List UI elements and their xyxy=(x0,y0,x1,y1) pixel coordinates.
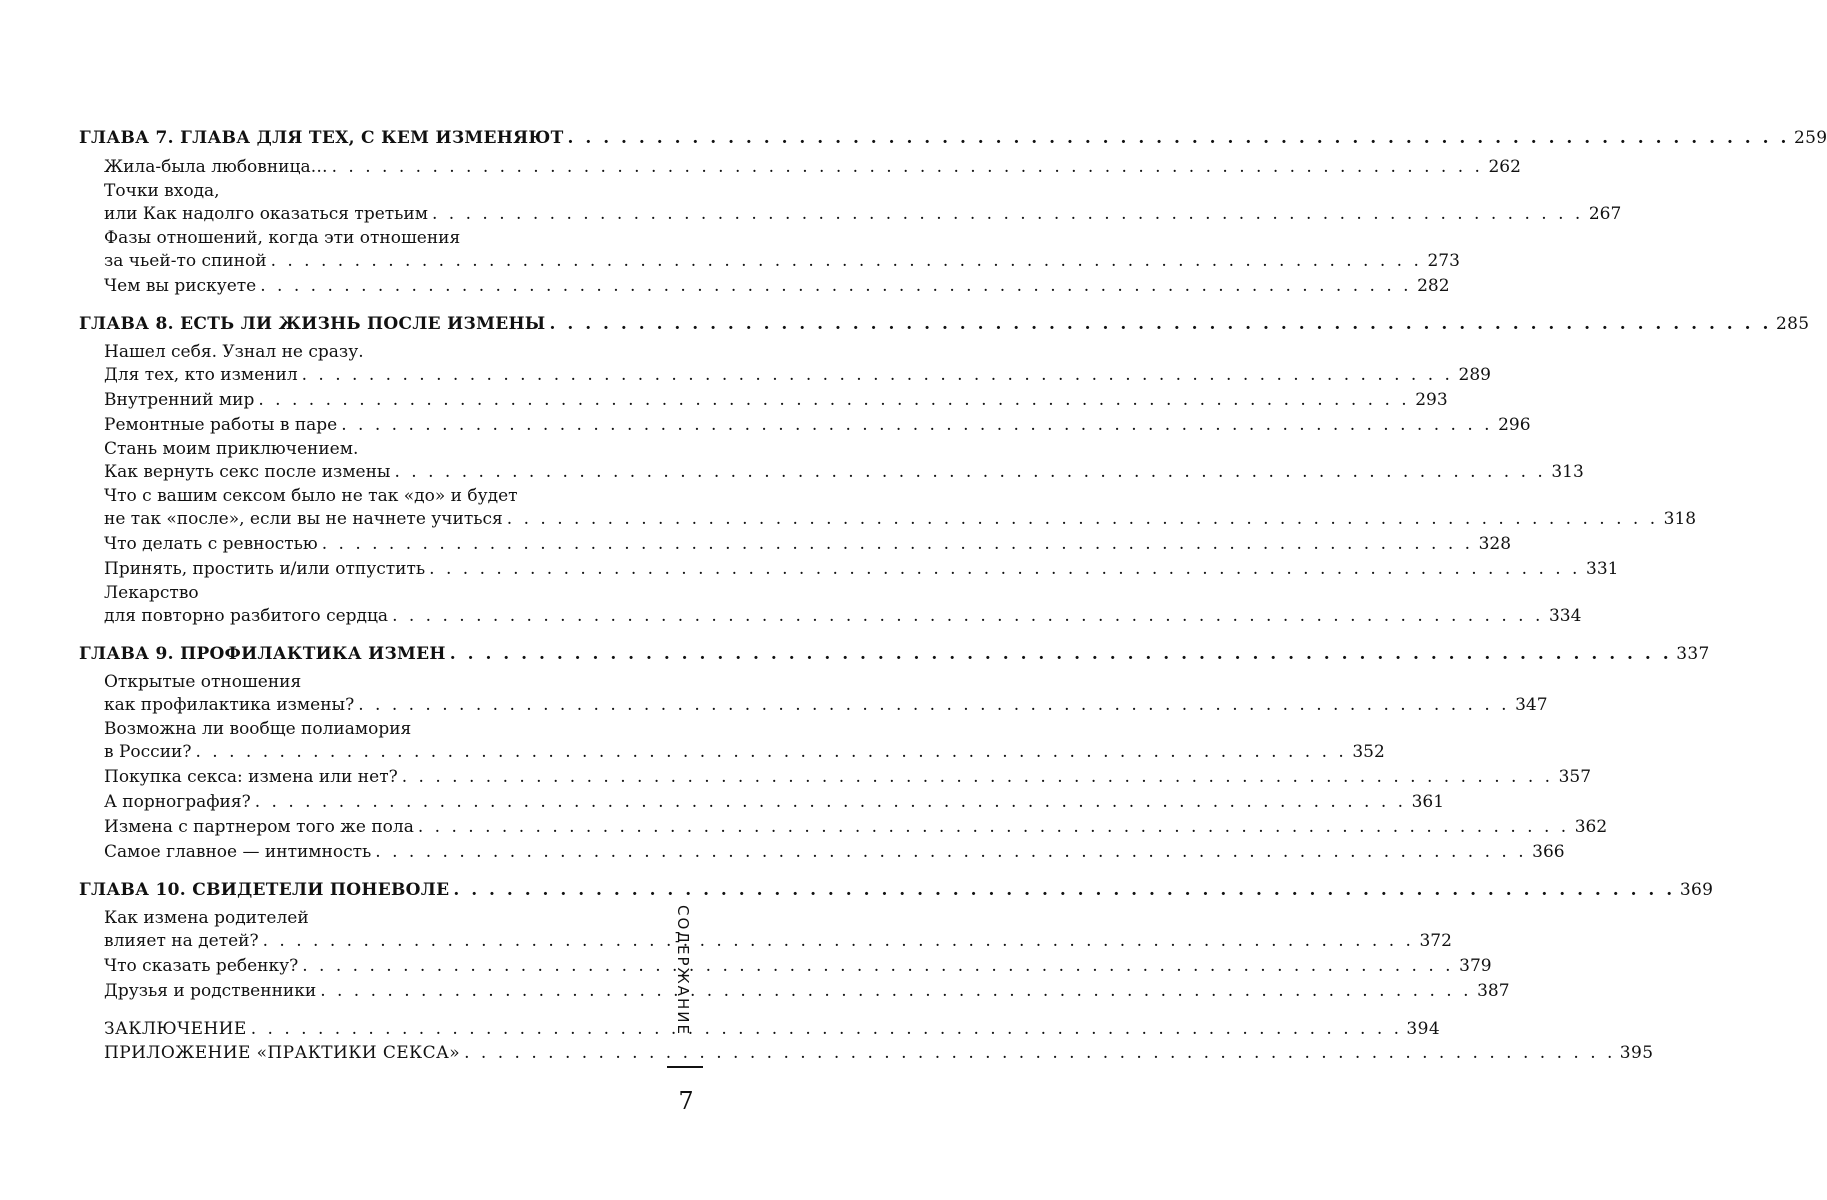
toc-entry-line[interactable] xyxy=(104,840,1565,864)
toc-entry[interactable] xyxy=(79,532,1512,556)
toc-entry-line-title: Самое главное — интимность xyxy=(104,842,372,862)
leader-dots: . . . . . . . . . . . . . . . . . . . . . . . . . . . . . . . . . . . . . . . . . . . . . . . . . . . . . . . . . . . . . . . . . . . . . xyxy=(401,767,1554,787)
toc-entry-first-line: Стань моим приключением. xyxy=(104,439,359,459)
toc-entry-line-title: влияет на детей? xyxy=(104,931,259,951)
chapter-heading[interactable] xyxy=(79,642,1710,666)
toc-entry-line[interactable] xyxy=(104,979,1510,1003)
leader-dots: . . . . . . . . . . . . . . . . . . . . . . . . . . . . . . . . . . . . . . . . . . . . . . . . . . . . . . . . . . . . . . . . . . . . . xyxy=(394,462,1546,482)
toc-entry-line-title: Жила-была любовница… xyxy=(104,157,328,177)
chapter-heading[interactable] xyxy=(79,878,1714,902)
toc-entry-line[interactable] xyxy=(104,532,1512,556)
toc-entry-first-line: Что с вашим сексом было не так «до» и будет xyxy=(104,486,518,506)
chapter-block xyxy=(79,312,1810,628)
toc-entry[interactable] xyxy=(79,180,1622,226)
toc-entry[interactable] xyxy=(79,718,1385,764)
toc-entry-line-title: Внутренний мир xyxy=(104,390,255,410)
back-matter-entry-title: ЗАКЛЮЧЕНИЕ xyxy=(104,1019,247,1039)
toc-entry-line-title: Что делать с ревностью xyxy=(104,534,318,554)
leader-dots: . . . . . . . . . . . . . . . . . . . . . . . . . . . . . . . . . . . . . . . . . . . . . . . . . . . . . . . . . . . . . . . . . . . . . xyxy=(260,276,1412,296)
chapter-heading[interactable] xyxy=(79,312,1810,336)
toc-entry[interactable] xyxy=(79,671,1548,717)
toc-entry-line-title: для повторно разбитого сердца xyxy=(104,606,389,626)
chapter-heading-page: 337 xyxy=(1676,644,1710,664)
toc-entry[interactable] xyxy=(79,227,1460,273)
toc-entry-line-title: или Как надолго оказаться третьим xyxy=(104,204,428,224)
toc-entry[interactable] xyxy=(79,341,1491,387)
chapter-block xyxy=(79,126,1827,298)
toc-entry[interactable] xyxy=(79,274,1450,298)
toc-entry-first-line: Фазы отношений, когда эти отношения xyxy=(104,228,461,248)
toc-entry[interactable] xyxy=(79,840,1565,864)
toc-entry-line-page: 313 xyxy=(1551,462,1584,482)
toc-entry-line[interactable] xyxy=(104,954,1492,978)
toc-entry[interactable] xyxy=(79,438,1584,484)
chapter-heading-page: 369 xyxy=(1679,880,1714,900)
leader-dots: . . . . . . . . . . . . . . . . . . . . . . . . . . . . . . . . . . . . . . . . . . . . . . . . . . . . . . . . . . . . . . . . . . . . . xyxy=(375,842,1527,862)
leader-dots: . . . . . . . . . . . . . . . . . . . . . . . . . . . . . . . . . . . . . . . . . . . . . . . . . . . . . . . . . . . . . . . . . . . . . xyxy=(270,251,1422,271)
toc-entry-line-page: 387 xyxy=(1477,981,1510,1001)
leader-dots: . . . . . . . . . . . . . . . . . . . . . . . . . . . . . . . . . . . . . . . . . . . . . . . . . . . . . . . . . . . . . . . . . . . . . xyxy=(302,956,1454,976)
toc-entry[interactable] xyxy=(79,979,1510,1003)
toc-entry-line[interactable] xyxy=(104,155,1521,179)
toc-entry-line-title: Как вернуть секс после измены xyxy=(104,462,391,482)
toc-entry-line-page: 361 xyxy=(1411,792,1445,812)
chapter-block xyxy=(79,642,1710,864)
running-head: СОДЕРЖАНИЕ xyxy=(674,905,692,1036)
back-matter-entry-title: ПРИЛОЖЕНИЕ «ПРАКТИКИ СЕКСА» xyxy=(104,1043,461,1063)
toc-entry-first-line: Возможна ли вообще полиамория xyxy=(104,719,412,739)
leader-dots: . . . . . . . . . . . . . . . . . . . . . . . . . . . . . . . . . . . . . . . . . . . . . . . . . . . . . . . . . . . . . . . . . . . . . xyxy=(254,792,1407,812)
leader-dots: . . . . . . . . . . . . . . . . . . . . . . . . . . . . . . . . . . . . . . . . . . . . . . . . . . . . . . . . . . . . . . . . . . . . . xyxy=(429,559,1581,579)
chapter-heading[interactable] xyxy=(79,126,1827,150)
toc-entry-line-title: не так «после», если вы не начнете учиться xyxy=(104,509,503,529)
toc-entry-line-page: 267 xyxy=(1588,204,1622,224)
leader-dots: . . . . . . . . . . . . . . . . . . . . . . . . . . . . . . . . . . . . . . . . . . . . . . . . . . . . . . . . . . . . . . . . . . . . . xyxy=(331,157,1483,177)
leader-dots: . . . . . . . . . . . . . . . . . . . . . . . . . . . . . . . . . . . . . . . . . . . . . . . . . . . . . . . . . . . . . . . . . . . . . xyxy=(321,534,1474,554)
toc-entry-line[interactable] xyxy=(104,460,1584,484)
toc-entry-line-page: 289 xyxy=(1458,365,1491,385)
toc-entry-line-page: 262 xyxy=(1488,157,1521,177)
toc-entry-line-page: 296 xyxy=(1498,415,1531,435)
chapter-heading-title: ГЛАВА 7. ГЛАВА ДЛЯ ТЕХ, С КЕМ ИЗМЕНЯЮТ xyxy=(79,128,564,148)
toc-entry[interactable] xyxy=(79,582,1582,628)
toc-entry-first-line: Лекарство xyxy=(104,583,199,603)
toc-entry-line-page: 273 xyxy=(1427,251,1460,271)
toc-entry-line[interactable] xyxy=(104,507,1697,531)
toc-entry-line-title: Покупка секса: измена или нет? xyxy=(104,767,398,787)
toc-entry-line[interactable] xyxy=(104,693,1548,717)
toc-entry[interactable] xyxy=(79,155,1521,179)
toc-entry-line-page: 331 xyxy=(1586,559,1619,579)
chapter-heading-page: 285 xyxy=(1776,314,1810,334)
running-head-rule xyxy=(667,1066,703,1068)
toc-entry-line-page: 379 xyxy=(1459,956,1492,976)
leader-dots: . . . . . . . . . . . . . . . . . . . . . . . . . . . . . . . . . . . . . . . . . . . . . . . . . . . . . . . . . . . . . . . . . . . . . xyxy=(341,415,1493,435)
toc-entry-line-title: Измена с партнером того же пола xyxy=(104,817,414,837)
toc-entry-line-title: Для тех, кто изменил xyxy=(104,365,298,385)
toc-entry-line-page: 334 xyxy=(1548,606,1582,626)
toc-entry-line-title: в России? xyxy=(104,742,192,762)
toc-entry-line[interactable] xyxy=(104,790,1445,814)
toc-entry-line[interactable] xyxy=(104,413,1531,437)
toc-entry-line-page: 366 xyxy=(1532,842,1565,862)
chapter-heading-title: ГЛАВА 9. ПРОФИЛАКТИКА ИЗМЕН xyxy=(79,644,446,664)
toc-entry-first-line: Как измена родителей xyxy=(104,908,309,928)
leader-dots: . . . . . . . . . . . . . . . . . . . . . . . . . . . . . . . . . . . . . . . . . . . . . . . . . . . . . . . . . . . . . . . . . . . . . xyxy=(449,644,1672,664)
toc-entry-line-page: 318 xyxy=(1663,509,1697,529)
leader-dots: . . . . . . . . . . . . . . . . . . . . . . . . . . . . . . . . . . . . . . . . . . . . . . . . . . . . . . . . . . . . . . . . . . . . . xyxy=(417,817,1570,837)
leader-dots: . . . . . . . . . . . . . . . . . . . . . . . . . . . . . . . . . . . . . . . . . . . . . . . . . . . . . . . . . . . . . . . . . . . . . xyxy=(453,880,1676,900)
leader-dots: . . . . . . . . . . . . . . . . . . . . . . . . . . . . . . . . . . . . . . . . . . . . . . . . . . . . . . . . . . . . . . . . . . . . . xyxy=(549,314,1772,334)
back-matter-entry[interactable] xyxy=(104,1017,1441,1041)
toc-entry-line[interactable] xyxy=(104,929,1452,953)
toc-entry-line-page: 282 xyxy=(1417,276,1450,296)
toc-entry-line-title: Друзья и родственники xyxy=(104,981,317,1001)
toc-entry-line-title: за чьей-то спиной xyxy=(104,251,267,271)
toc-entry-line-title: Чем вы рискуете xyxy=(104,276,257,296)
leader-dots: . . . . . . . . . . . . . . . . . . . . . . . . . . . . . . . . . . . . . . . . . . . . . . . . . . . . . . . . . . . . . . . . . . . . . xyxy=(464,1043,1616,1063)
leader-dots: . . . . . . . . . . . . . . . . . . . . . . . . . . . . . . . . . . . . . . . . . . . . . . . . . . . . . . . . . . . . . . . . . . . . . xyxy=(320,981,1472,1001)
toc-entry[interactable] xyxy=(79,413,1531,437)
page-number: 7 xyxy=(678,1087,694,1115)
back-matter xyxy=(79,1017,1654,1065)
leader-dots: . . . . . . . . . . . . . . . . . . . . . . . . . . . . . . . . . . . . . . . . . . . . . . . . . . . . . . . . . . . . . . . . . . . . . xyxy=(258,390,1410,410)
toc-entry[interactable] xyxy=(79,790,1445,814)
toc-entry-first-line: Точки входа, xyxy=(104,181,220,201)
toc-entry[interactable] xyxy=(79,557,1619,581)
back-matter-entry-page: 394 xyxy=(1406,1019,1441,1039)
leader-dots: . . . . . . . . . . . . . . . . . . . . . . . . . . . . . . . . . . . . . . . . . . . . . . . . . . . . . . . . . . . . . . . . . . . . . xyxy=(262,931,1414,951)
toc-entry-line-page: 347 xyxy=(1515,695,1548,715)
leader-dots: . . . . . . . . . . . . . . . . . . . . . . . . . . . . . . . . . . . . . . . . . . . . . . . . . . . . . . . . . . . . . . . . . . . . . xyxy=(431,204,1584,224)
chapter-heading-title: ГЛАВА 8. ЕСТЬ ЛИ ЖИЗНЬ ПОСЛЕ ИЗМЕНЫ xyxy=(79,314,546,334)
toc-entry-line-title: Принять, простить и/или отпустить xyxy=(104,559,426,579)
toc-entry-line-title: как профилактика измены? xyxy=(104,695,355,715)
toc-entry-line-page: 357 xyxy=(1558,767,1592,787)
toc-entry-line[interactable] xyxy=(104,740,1385,764)
toc-entry-line-page: 372 xyxy=(1419,931,1452,951)
toc-entry-line-title: Что сказать ребенку? xyxy=(104,956,299,976)
toc-entry-line-title: А порнография? xyxy=(104,792,251,812)
toc-entry[interactable] xyxy=(79,907,1452,953)
toc-entry-line-page: 293 xyxy=(1415,390,1448,410)
toc-entry-line[interactable] xyxy=(104,202,1622,226)
toc-entry-line[interactable] xyxy=(104,604,1582,628)
toc-entry-line[interactable] xyxy=(104,388,1448,412)
toc-entry-line[interactable] xyxy=(104,274,1450,298)
toc-entry-line[interactable] xyxy=(104,249,1460,273)
toc-entry-line[interactable] xyxy=(104,557,1619,581)
leader-dots: . . . . . . . . . . . . . . . . . . . . . . . . . . . . . . . . . . . . . . . . . . . . . . . . . . . . . . . . . . . . . . . . . . . . . xyxy=(567,128,1790,148)
toc-entry[interactable] xyxy=(79,765,1592,789)
chapter-heading-title: ГЛАВА 10. СВИДЕТЕЛИ ПОНЕВОЛЕ xyxy=(79,880,450,900)
leader-dots: . . . . . . . . . . . . . . . . . . . . . . . . . . . . . . . . . . . . . . . . . . . . . . . . . . . . . . . . . . . . . . . . . . . . . xyxy=(506,509,1659,529)
leader-dots: . . . . . . . . . . . . . . . . . . . . . . . . . . . . . . . . . . . . . . . . . . . . . . . . . . . . . . . . . . . . . . . . . . . . . xyxy=(392,606,1544,626)
leader-dots: . . . . . . . . . . . . . . . . . . . . . . . . . . . . . . . . . . . . . . . . . . . . . . . . . . . . . . . . . . . . . . . . . . . . . xyxy=(358,695,1510,715)
back-matter-entry[interactable] xyxy=(104,1041,1654,1065)
toc-entry[interactable] xyxy=(79,485,1697,531)
toc-entry[interactable] xyxy=(79,388,1448,412)
chapter-heading-page: 259 xyxy=(1794,128,1827,148)
toc-entry-line-page: 352 xyxy=(1352,742,1385,762)
back-matter-entry-page: 395 xyxy=(1619,1043,1654,1063)
toc-entry-first-line: Нашел себя. Узнал не сразу. xyxy=(104,342,364,362)
toc-entry-line[interactable] xyxy=(104,363,1491,387)
toc-entry-line-page: 362 xyxy=(1574,817,1608,837)
toc-entry-line[interactable] xyxy=(104,765,1592,789)
toc-entry-line[interactable] xyxy=(104,815,1608,839)
toc-entry-line-title: Ремонтные работы в паре xyxy=(104,415,338,435)
toc-entry-first-line: Открытые отношения xyxy=(104,672,302,692)
toc-entry[interactable] xyxy=(79,954,1492,978)
leader-dots: . . . . . . . . . . . . . . . . . . . . . . . . . . . . . . . . . . . . . . . . . . . . . . . . . . . . . . . . . . . . . . . . . . . . . xyxy=(301,365,1453,385)
toc-entry[interactable] xyxy=(79,815,1608,839)
leader-dots: . . . . . . . . . . . . . . . . . . . . . . . . . . . . . . . . . . . . . . . . . . . . . . . . . . . . . . . . . . . . . . . . . . . . . xyxy=(195,742,1347,762)
toc-entry-line-page: 328 xyxy=(1478,534,1512,554)
leader-dots: . . . . . . . . . . . . . . . . . . . . . . . . . . . . . . . . . . . . . . . . . . . . . . . . . . . . . . . . . . . . . . . . . . . . . xyxy=(250,1019,1403,1039)
